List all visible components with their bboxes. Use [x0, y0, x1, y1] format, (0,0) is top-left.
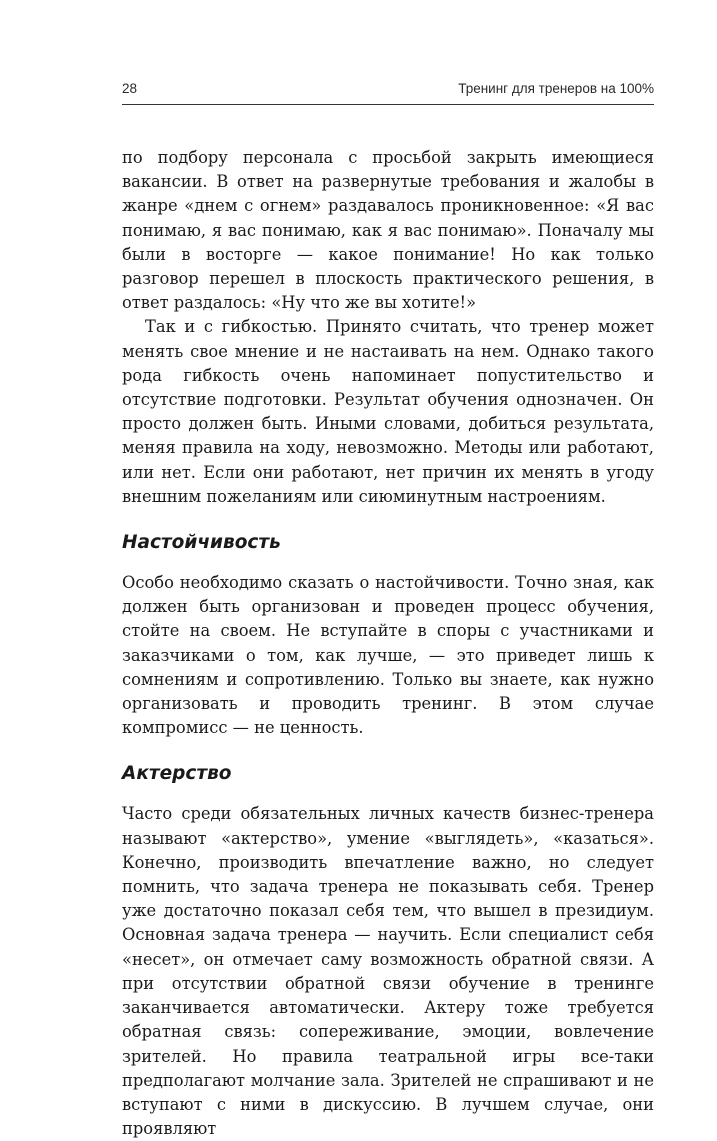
section-heading-persistence: Настойчивость [122, 532, 281, 554]
paragraph-flexibility: Так и с гибкостью. Принято считать, что тренер может менять свое мнение и не настаивать на нем. Однако такого рода гибкость очень напоминает попустительство и отсутствие подготовки. Результат обучения однозначен. Он просто должен быть. Иными словами, добиться результата, меняя правила на ходу, невозможно. Методы или работают, или нет. Если они работают, нет причин их менять в угоду внешним пожеланиям или сиюминутным настроениям. [122, 317, 654, 506]
book-title: Тренинг для тренеров на 100% [458, 81, 654, 96]
header-divider [122, 104, 654, 105]
page-content [122, 146, 654, 1141]
paragraph-persistence: Особо необходимо сказать о настойчивости. Точно зная, как должен быть организован и проведен процесс обучения, стойте на своем. Не вступайте в споры с участниками и заказчиками о том, как лучше, — это приведет лишь к сомнениям и сопротивлению. Только вы знаете, как нужно организовать и проводить тренинг. В этом случае компромисс — не ценность. [122, 573, 654, 738]
running-header [122, 81, 654, 103]
section-heading-acting: Актерство [122, 763, 232, 785]
page-number: 28 [122, 81, 138, 96]
paragraph-acting: Часто среди обязательных личных качеств бизнес-тренера называют «актерство», умение «выглядеть», «казаться». Конечно, производить впечатление важно, но следует помнить, что задача тренера не показывать себя. Тренер уже достаточно показал себя тем, что вышел в президиум. Основная задача тренера — научить. Если специалист себя «несет», он отмечает саму возможность обратной связи. А при отсутствии обратной связи обучение в тренинге заканчивается автоматически. Актеру тоже требуется обратная связь: сопереживание, эмоции, вовлечение зрителей. Но правила театральной игры все-таки предполагают молчание зала. Зрителей не спрашивают и не вступают с ними в дискуссию. В лучшем случае, они проявляют [122, 804, 654, 1139]
paragraph-continuation: по подбору персонала с просьбой закрыть имеющиеся вакансии. В ответ на развернутые требования и жалобы в жанре «днем с огнем» раздавалось проникновенное: «Я вас понимаю, я вас понимаю, как я вас понимаю». Поначалу мы были в восторге — какое понимание! Но как только разговор перешел в плоскость практического решения, в ответ раздалось: «Ну что же вы хотите!» [122, 148, 654, 313]
